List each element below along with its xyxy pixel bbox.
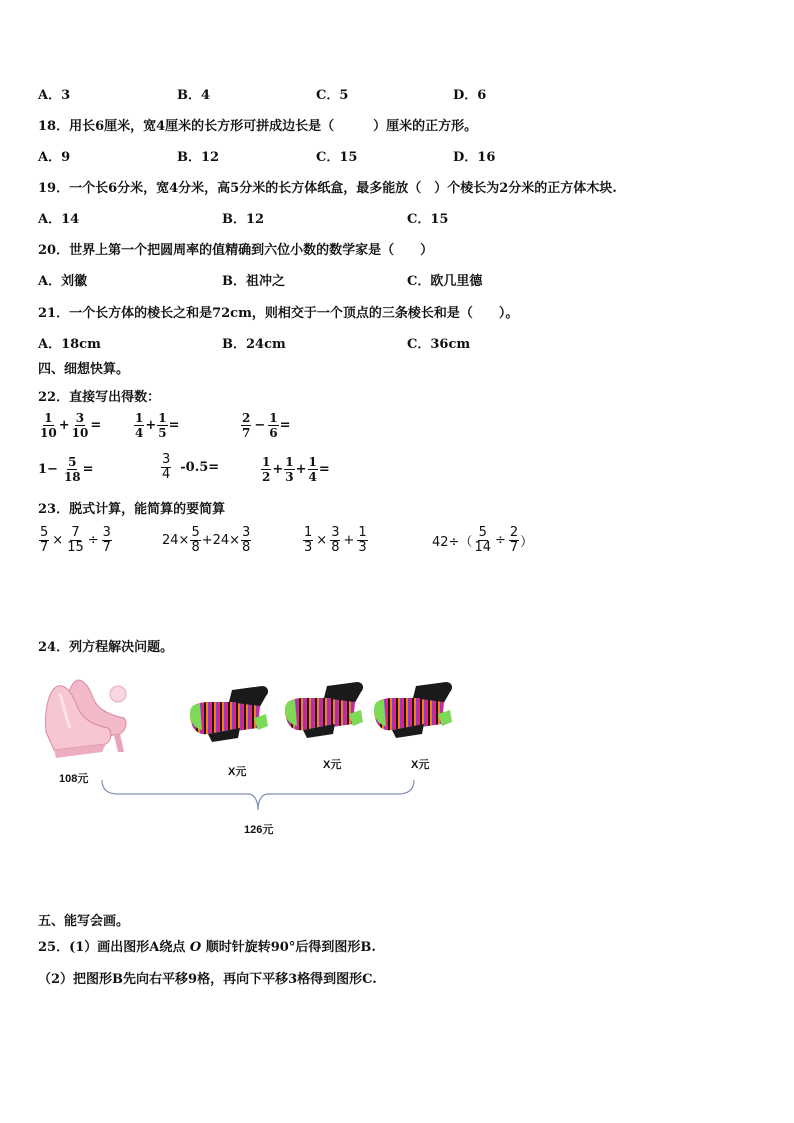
q23-expr-3: $\frac{1}{3}$ × $\frac{3}{8}$ + $\frac{1}{3}$ <box>304 525 367 555</box>
q20-option-c: C．欧几里德 <box>407 274 483 289</box>
q20-option-a: A．刘徽 <box>38 274 88 289</box>
socks-image-1 <box>188 684 270 746</box>
section-5-heading: 五、能写会画。 <box>38 914 130 929</box>
sock-price-label-2: X元 <box>323 759 342 771</box>
q18-option-c: C．15 <box>316 150 358 165</box>
total-brace <box>98 778 420 818</box>
q22-text: 22．直接写出得数： <box>38 390 161 405</box>
q19-option-a: A．14 <box>38 212 80 227</box>
q17-option-c: C．5 <box>316 88 349 103</box>
socks-image-3 <box>372 680 454 742</box>
q18-option-d: D．16 <box>453 150 496 165</box>
q21-option-b: B．24cm <box>222 337 286 352</box>
q22-expr-1: $\frac{1}{10}$ + $\frac{3}{10}$ = <box>40 411 102 440</box>
q17-option-d: D．6 <box>453 88 487 103</box>
q23-text: 23．脱式计算，能简算的要简算 <box>38 502 226 517</box>
q19-option-b: B．12 <box>222 212 265 227</box>
q18-option-b: B．12 <box>177 150 220 165</box>
total-price-label: 126元 <box>244 824 274 836</box>
q21-option-a: A．18cm <box>38 337 101 352</box>
q17-option-b: B．4 <box>177 88 211 103</box>
q25-part-1: 25．(1）画出图形A绕点 O 顺时针旋转90°后得到图形B. <box>38 940 376 955</box>
sock-price-label-1: X元 <box>228 766 247 778</box>
q22-expr-2: $\frac{1}{4}$ + $\frac{1}{5}$ = <box>135 411 180 440</box>
section-4-heading: 四、细想快算。 <box>38 362 130 377</box>
q20-option-b: B．祖冲之 <box>222 274 285 289</box>
q22-expr-4: 1− $\frac{5}{18}$ = <box>38 455 94 484</box>
socks-image-2 <box>283 680 365 742</box>
q23-expr-4: 42÷（ $\frac{5}{14}$ ÷ $\frac{2}{7}$ ） <box>432 525 534 555</box>
high-heel-shoes-image <box>40 672 132 760</box>
q21-option-c: C．36cm <box>407 337 471 352</box>
q19-option-c: C．15 <box>407 212 449 227</box>
q17-option-a: A．3 <box>38 88 71 103</box>
q23-expr-1: $\frac{5}{7}$ × $\frac{7}{15}$ ÷ $\frac{3}{7}$ <box>40 525 111 555</box>
q24-text: 24．列方程解决问题。 <box>38 640 174 655</box>
q22-expr-6: $\frac{1}{2}$ + $\frac{1}{3}$ + $\frac{1}{4}$ = <box>262 455 330 484</box>
sock-price-label-3: X元 <box>411 759 430 771</box>
q20-text: 20．世界上第一个把圆周率的值精确到六位小数的数学家是（ ） <box>38 243 434 258</box>
q25-part-2: （2）把图形B先向右平移9格，再向下平移3格得到图形C. <box>38 972 377 987</box>
q23-expr-2: 24× $\frac{5}{8}$ +24× $\frac{3}{8}$ <box>162 525 251 555</box>
q22-expr-3: $\frac{2}{7}$ − $\frac{1}{6}$ = <box>242 411 291 440</box>
q18-text: 18．用长6厘米，宽4厘米的长方形可拼成边长是（ ）厘米的正方形。 <box>38 119 478 134</box>
q21-text: 21．一个长方体的棱长之和是72cm，则相交于一个顶点的三条棱长和是（ ）。 <box>38 306 519 321</box>
shoe-price-label: 108元 <box>59 773 89 785</box>
q22-expr-5: $\frac{3}{4}$ -0.5= <box>162 452 220 482</box>
q19-text: 19．一个长6分米，宽4分米，高5分米的长方体纸盒，最多能放（ ）个棱长为2分米的正方体木块. <box>38 181 617 196</box>
q18-option-a: A．9 <box>38 150 71 165</box>
